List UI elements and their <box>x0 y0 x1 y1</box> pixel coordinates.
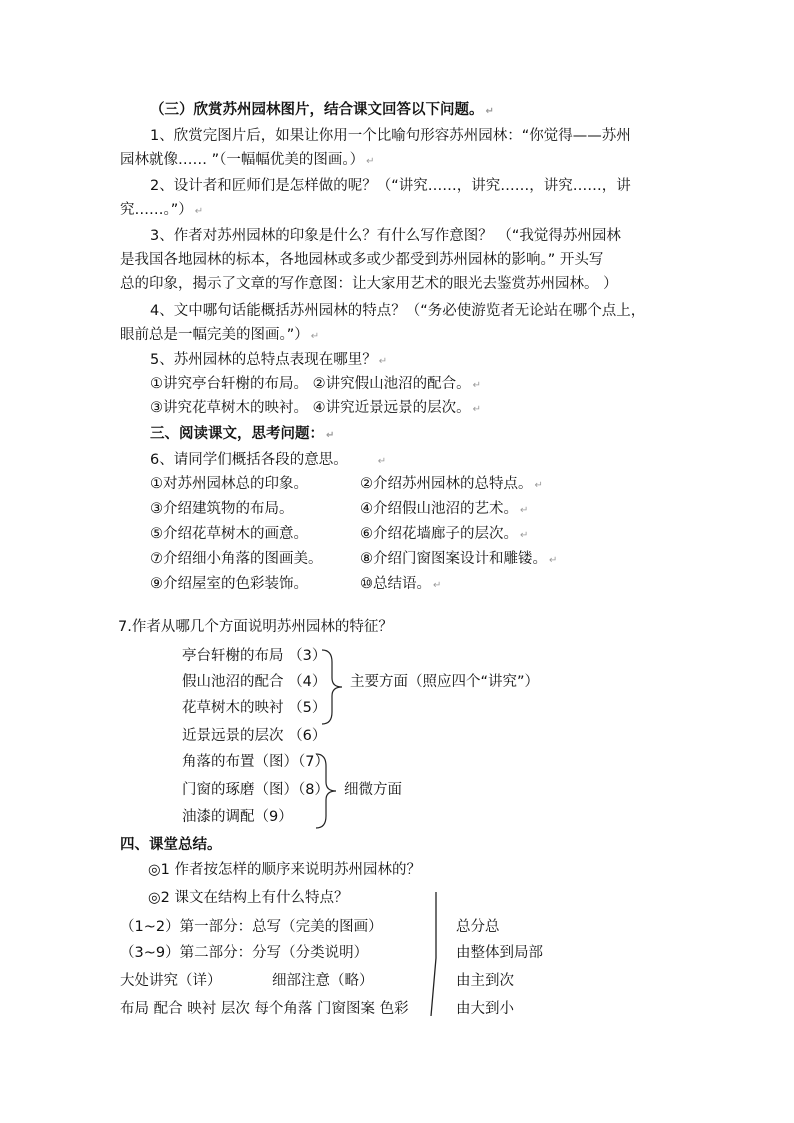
aspect-7: 油漆的调配（9） <box>182 809 293 825</box>
para-summary-8: ⑧介绍门窗图案设计和雕镂。 ↵ <box>360 551 558 567</box>
main-aspects-brace <box>318 648 346 726</box>
section4-heading: 四、课堂总结。 <box>120 837 222 853</box>
section3-heading: （三）欣赏苏州园林图片，结合课文回答以下问题。 ↵ <box>150 102 494 118</box>
para-summary-9: ⑨介绍屋室的色彩装饰。 <box>150 576 308 592</box>
aspect-3: 花草树木的映衬 （5） <box>182 700 327 716</box>
q5: 5、苏州园林的总特点表现在哪里？ ↵ <box>150 352 388 368</box>
para-summary-5: ⑤介绍花草树木的画意。 <box>150 526 308 542</box>
structure-detail: 细部注意（略） <box>272 973 374 989</box>
structure-big: 大处讲究（详） <box>120 973 222 989</box>
para-summary-1: ①对苏州园林总的印象。 <box>150 476 308 492</box>
aspect-4: 近景远景的层次 （6） <box>182 728 327 744</box>
feature-1: 总分总 <box>456 919 500 935</box>
q6: 6、请同学们概括各段的意思。 ↵ <box>150 452 387 468</box>
para-summary-7: ⑦介绍细小角落的图画美。 <box>150 551 323 567</box>
structure-part2: （3~9）第二部分：分写（分类说明） <box>120 945 369 961</box>
minor-aspects-brace <box>312 752 340 830</box>
aspect-6: 门窗的琢磨（图）（8） <box>182 782 329 798</box>
structure-items: 布局 配合 映衬 层次 每个角落 门窗图案 色彩 <box>120 1001 409 1017</box>
para-summary-10: ⑩总结语。 ↵ <box>360 576 442 592</box>
feature-2: 由整体到局部 <box>456 945 543 961</box>
para-summary-2: ②介绍苏州园林的总特点。 ↵ <box>360 476 543 492</box>
q4-line2: 眼前总是一幅完美的图画。”） ↵ <box>120 327 320 343</box>
para-summary-4: ④介绍假山池沼的艺术。 ↵ <box>360 501 529 517</box>
aspect-2: 假山池沼的配合 （4） <box>182 674 327 690</box>
para-summary-6: ⑥介绍花墙廊子的层次。 ↵ <box>360 526 529 542</box>
q3-line1: 3、作者对苏州园林的印象是什么？有什么写作意图？ （“我觉得苏州园林 <box>150 228 621 244</box>
reading-heading: 三、阅读课文，思考问题： ↵ <box>150 426 335 442</box>
q1-line1: 1、欣赏完图片后，如果让你用一个比喻句形容苏州园林：“你觉得——苏州 <box>150 128 631 144</box>
feature-4: 由大到小 <box>456 1001 514 1017</box>
divider-line <box>428 890 442 1018</box>
q1-line2: 园林就像…… ”（一幅幅优美的图画。） ↵ <box>120 152 375 168</box>
summary-q1: ◎1 作者按怎样的顺序来说明苏州园林的？ <box>148 862 421 878</box>
q4-line1: 4、文中哪句话能概括苏州园林的特点？（“务必使游览者无论站在哪个点上， <box>150 303 646 319</box>
feature-3: 由主到次 <box>456 973 514 989</box>
para-summary-3: ③介绍建筑物的布局。 <box>150 501 294 517</box>
aspect-5: 角落的布置（图）（7） <box>182 754 329 770</box>
main-aspects-label: 主要方面（照应四个“讲究”） <box>350 674 540 690</box>
q7-question: 7.作者从哪几个方面说明苏州园林的特征？ <box>118 619 393 635</box>
structure-part1: （1~2）第一部分：总写（完美的图画） <box>120 919 383 935</box>
q2-line1: 2、设计者和匠师们是怎样做的呢？（“讲究……，讲究……，讲究……，讲 <box>150 178 631 194</box>
q3-line3: 总的印象，揭示了文章的写作意图：让大家用艺术的眼光去鉴赏苏州园林。 ） <box>120 276 618 292</box>
aspect-1: 亭台轩榭的布局 （3） <box>182 648 327 664</box>
minor-aspects-label: 细微方面 <box>344 782 402 798</box>
q3-line2: 是我国各地园林的标本，各地园林或多或少都受到苏州园林的影响。” 开头写 <box>120 252 604 268</box>
summary-q2: ◎2 课文在结构上有什么特点？ <box>148 890 349 906</box>
q2-line2: 究……。”） ↵ <box>120 202 204 218</box>
q5-answers-b: ③讲究花草树木的映衬。 ④讲究近景远景的层次。 ↵ <box>150 400 481 416</box>
q5-answers-a: ①讲究亭台轩榭的布局。 ②讲究假山池沼的配合。 ↵ <box>150 376 481 392</box>
